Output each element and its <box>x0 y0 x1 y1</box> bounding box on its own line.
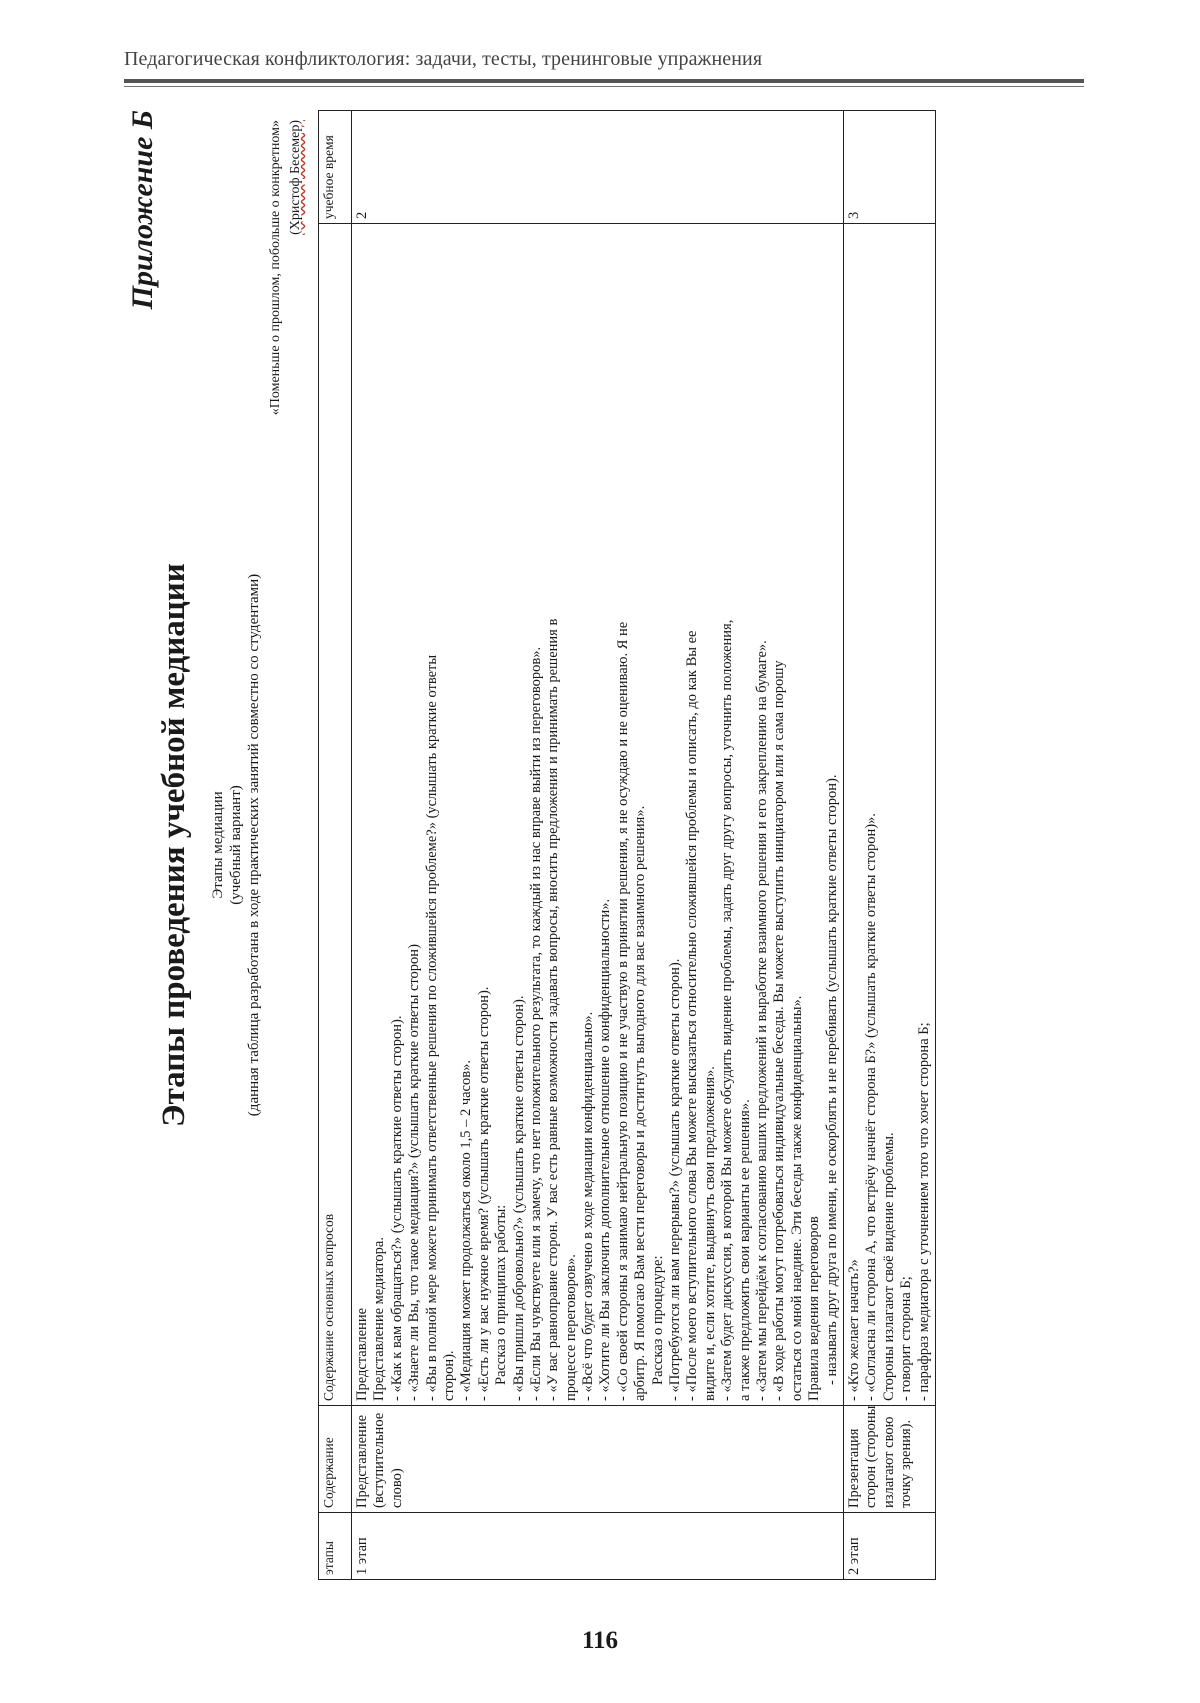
question-line: - «Если Вы чувствуете или я замечу, что нет положительного результата, то каждый из нас вправе выйти из переговоров». <box>527 646 544 1401</box>
header-cell-questions: Содержание основных вопросов <box>319 224 352 1406</box>
question-line: - «Затем мы перейдём к согласованию ваших предложений и выработке взаимного решения и его закреплению на бумаге». <box>753 640 770 1401</box>
question-line: - «Затем будет дискуссия, в которой Вы можете обсудить видение проблемы, задать друг другу вопросы, уточнить положения, <box>719 619 736 1401</box>
header-cell-content: Содержание <box>319 1406 352 1513</box>
subtitle-line: Этапы медиации <box>210 791 226 899</box>
content-line: Презентация <box>845 1428 862 1508</box>
question-line: - «Всё что будет озвучено в ходе медиации конфиденциально». <box>580 1011 597 1401</box>
page-number: 116 <box>581 1627 619 1654</box>
time-cell: 3 <box>843 111 935 224</box>
question-line: - «Есть ли у вас нужное время? (услышать краткие ответы сторон). <box>475 986 492 1401</box>
table-row <box>843 111 935 1580</box>
question-line: Рассказ о принципах работы: <box>493 1204 510 1385</box>
subtitle-line: (данная таблица разработана в ходе практических занятий совместно со студентами) <box>246 573 262 1117</box>
question-line: - «В ходе работы могут потребоваться индивидуальные беседы. Вы можете выступить инициатором или я сама порошу <box>771 660 788 1401</box>
epigraph-author: (Христоф Бесемер) <box>288 120 303 235</box>
question-line: - «Вы пришли добровольно?» (услышать краткие ответы сторон). <box>510 995 527 1401</box>
content-line: излагают свою <box>880 1416 897 1508</box>
question-line: - «Потребуются ли вам перерывы?» (услышать краткие ответы сторон). <box>667 958 684 1401</box>
question-line: процессе переговоров». <box>562 1254 579 1401</box>
time-cell: 2 <box>352 111 844 224</box>
question-line: - называть друг друга по имени, не оскорблять и не перебивать (услышать краткие ответы сторон). <box>823 774 840 1385</box>
question-line: - «Знаете ли Вы, что такое медиация?» (услышать краткие ответы сторон) <box>406 944 423 1401</box>
table-header-row <box>319 111 352 1580</box>
questions-cell <box>843 224 935 1406</box>
running-header: Педагогическая конфликтология: задачи, тесты, тренинговые упражнения <box>124 48 763 70</box>
rotated-page-content <box>118 110 1083 1580</box>
question-line: арбитр. Я помогаю Вам вести переговоры и достигнуть выгодного для вас взаимного решения». <box>632 805 649 1401</box>
question-line: Рассказ о процедуре: <box>649 1255 666 1385</box>
stage-cell: 2 этап <box>843 1513 935 1580</box>
content-cell <box>352 1406 844 1513</box>
question-line: - «У вас равноправие сторон. У вас есть равные возможности задавать вопросы, вносить предложения и принимать решения в <box>545 618 562 1401</box>
question-line: - «Со своей стороны я занимаю нейтральную позицию и не участвую в принятии решения, я не осуждаю и не оцениваю. Я не <box>614 621 631 1401</box>
question-line: Представление медиатора. <box>371 1237 388 1401</box>
questions-cell <box>352 224 844 1406</box>
content-line: (вступительное <box>371 1412 388 1508</box>
question-line: - «Согласна ли сторона А, что встрёчу начнёт сторона Б?» (услышать краткие ответы сторон)». <box>863 813 880 1401</box>
header-rule <box>124 79 1084 83</box>
question-line: видите и, если хотите, выдвинуть свои предложения». <box>701 1066 718 1401</box>
question-line: Стороны излагают своё видение проблемы. <box>880 1132 897 1401</box>
question-line: - «После моего вступительного слова Вы можете высказаться относительно сложившейся проблемы и описать, до как Вы ее <box>684 630 701 1401</box>
header-cell-stages: этапы <box>319 1513 352 1580</box>
epigraph-quote: «Поменьше о прошлом, побольше о конкретном» <box>268 120 283 416</box>
table-row <box>352 111 844 1580</box>
question-line: Правила ведения переговоров <box>806 1216 823 1401</box>
question-line: - парафраз медиатора с уточнением того что хочет сторона Б; <box>915 1022 932 1401</box>
content-line: сторон (стороны <box>863 1405 880 1508</box>
header-cell-time: учебное время <box>319 111 352 224</box>
document-title: Этапы проведения учебной медиации <box>156 563 192 1127</box>
question-line: Представление <box>354 1307 370 1401</box>
appendix-label: Приложение Б <box>126 110 159 310</box>
question-line: - «Хотите ли Вы заключить дополнительное отношение о конфиденциальности». <box>597 898 614 1401</box>
content-line: слово) <box>388 1468 405 1508</box>
content-line: Представление <box>354 1414 370 1508</box>
header-rule-thin <box>124 86 1084 87</box>
mediation-stages-table <box>318 110 936 1580</box>
question-line: а также предложить свои варианты ее решения». <box>736 1099 753 1401</box>
question-line: - «Медиация может продолжаться около 1,5 – 2 часов». <box>458 1060 475 1401</box>
question-line: сторон). <box>440 1350 457 1401</box>
subtitle-line: (учебный вариант) <box>228 785 244 905</box>
question-line: - «Вы в полной мере можете принимать ответственные решения по сложившейся проблеме?» (услышать краткие ответы <box>423 654 440 1401</box>
question-line: - «Как к вам обращаться?» (услышать краткие ответы сторон). <box>388 1015 405 1401</box>
question-line: - говорит сторона Б; <box>898 1276 915 1401</box>
content-line: точку зрения). <box>898 1419 915 1508</box>
stage-cell: 1 этап <box>352 1513 844 1580</box>
question-line: остаться со мной наедине. Эти беседы также конфиденциальны». <box>788 995 805 1401</box>
content-cell <box>843 1406 935 1513</box>
question-line: - «Кто желает начать?» <box>845 1259 862 1401</box>
